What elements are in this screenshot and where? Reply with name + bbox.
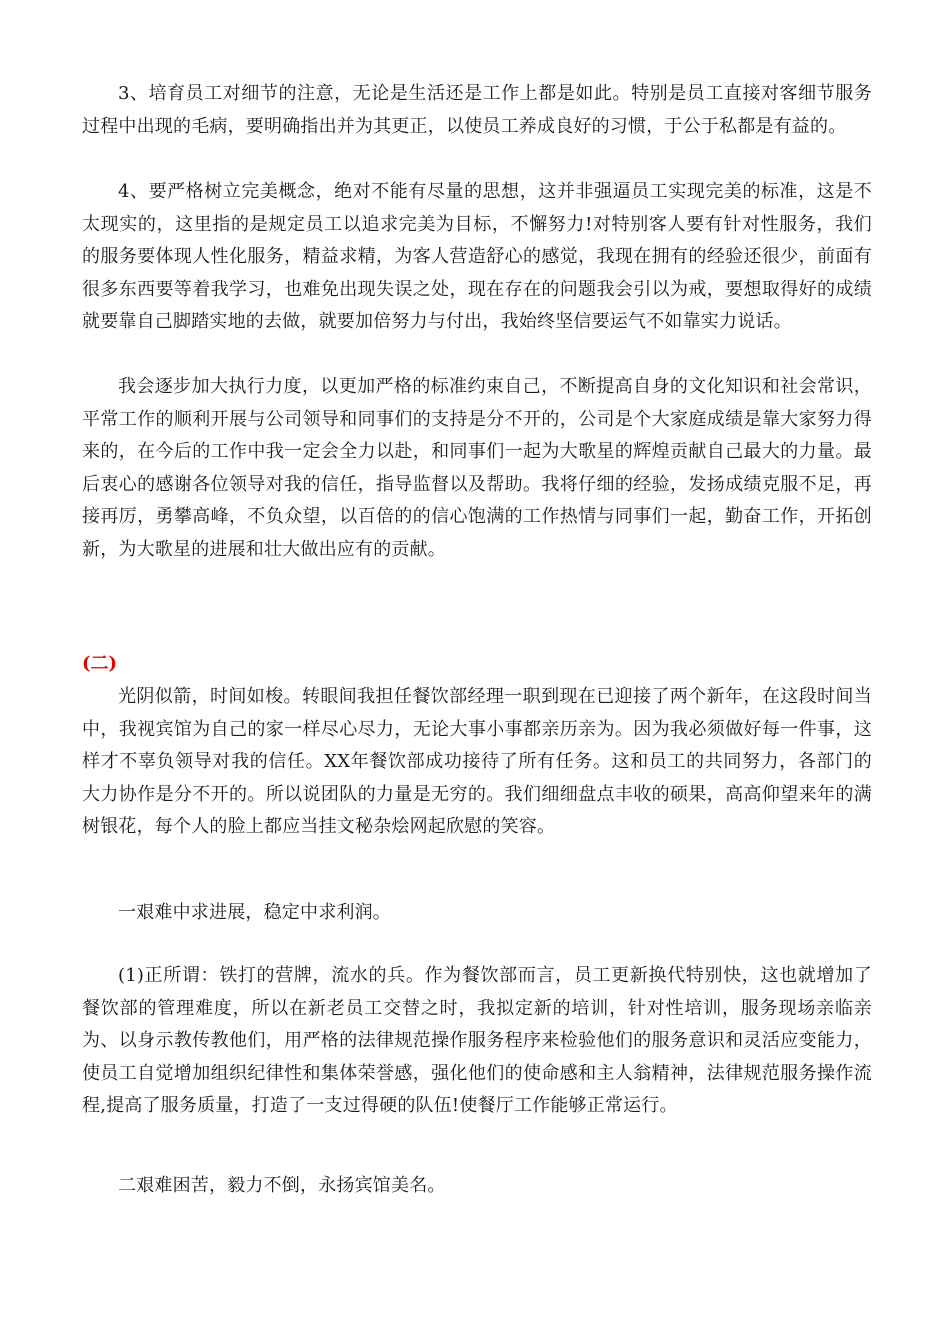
paragraph-execution: 我会逐步加大执行力度，以更加严格的标准约束自己，不断提高自身的文化知识和社会常识，平常工作的顺利开展与公司领导和同事们的支持是分不开的，公司是个大家庭成绩是靠大家努力得来的，在今后的工作中我一定会全力以赴，和同事们一起为大歌星的辉煌贡献自己最大的力量。最后衷心的感谢各位领导对我的信任，指导监督以及帮助。我将仔细的经验，发扬成绩克服不足，再接再厉，勇攀高峰，不负众望，以百倍的的信心饱满的工作热情与同事们一起，勤奋工作，开拓创新，为大歌星的进展和壮大做出应有的贡献。 xyxy=(82,376,872,560)
paragraph-staff-training: (1)正所谓：铁打的营牌，流水的兵。作为餐饮部而言，员工更新换代特别快，这也就增加了餐饮部的管理难度，所以在新老员工交替之时，我拟定新的培训，针对性培训，服务现场亲临亲为、以身示教传教他们，用严格的法律规范操作服务程序来检验他们的服务意识和灵活应变能力，使员工自觉增加组织纪律性和集体荣誉感，强化他们的使命感和主人翁精神，法律规范服务操作流程,提高了服务质量，打造了一支过得硬的队伍!使餐厅工作能够正常运行。 xyxy=(82,965,872,1116)
section-heading: (二) xyxy=(82,653,118,674)
paragraph-subheading-one: 一艰难中求进展，稳定中求利润。 xyxy=(118,902,391,923)
paragraph-detail-attention: 3、培育员工对细节的注意，无论是生活还是工作上都是如此。特别是员工直接对客细节服务过程中出现的毛病，要明确指出并为其更正，以使员工养成良好的习惯，于公于私都是有益的。 xyxy=(82,83,872,137)
paragraph-perfection-concept: 4、要严格树立完美概念，绝对不能有尽量的思想，这并非强逼员工实现完美的标准，这是不太现实的，这里指的是规定员工以追求完美为目标，不懈努力!对特别客人要有针对性服务，我们的服务要体现人性化服务，精益求精，为客人营造舒心的感觉，我现在拥有的经验还很少，前面有很多东西要等着我学习，也难免出现失误之处，现在存在的问题我会引以为戒，要想取得好的成绩就要靠自己脚踏实地的去做，就要加倍努力与付出，我始终坚信要运气不如靠实力说话。 xyxy=(82,181,872,332)
paragraph-time-flies: 光阴似箭，时间如梭。转眼间我担任餐饮部经理一职到现在已迎接了两个新年，在这段时间当中，我视宾馆为自己的家一样尽心尽力，无论大事小事都亲历亲为。因为我必须做好每一件事，这样才不辜负领导对我的信任。XX年餐饮部成功接待了所有任务。这和员工的共同努力，各部门的大力协作是分不开的。所以说团队的力量是无穷的。我们细细盘点丰收的硕果，高高仰望来年的满树银花，每个人的脸上都应当挂文秘杂烩网起欣慰的笑容。 xyxy=(82,686,872,837)
paragraph-subheading-two: 二艰难困苦，毅力不倒，永扬宾馆美名。 xyxy=(118,1175,446,1196)
